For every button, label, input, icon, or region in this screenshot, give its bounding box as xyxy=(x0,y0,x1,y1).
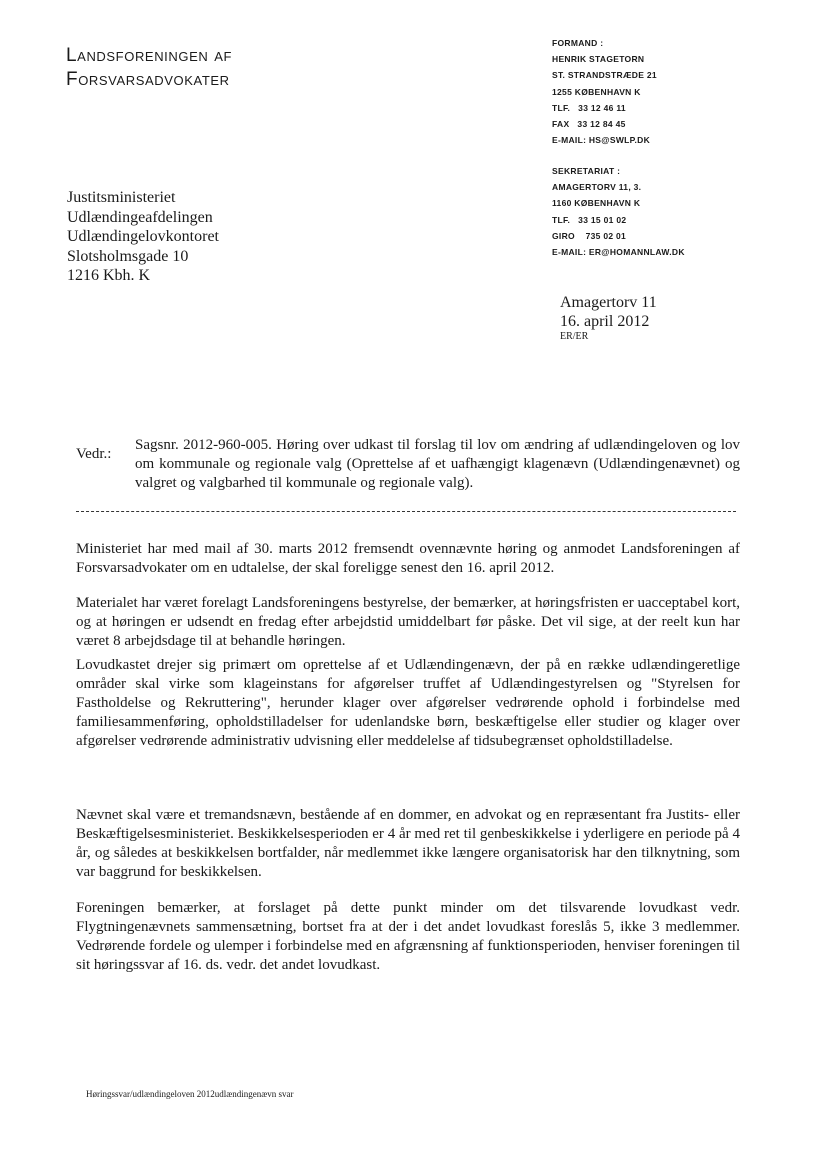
body-paragraph: Materialet har været forelagt Landsforeningens bestyrelse, der bemærker, at høringsfristen er uacceptabel kort, og at høringen er udsendt en fredag efter arbejdstid umiddelbart før påske. Det vil sige, at der reelt kun har været 8 arbejdsdage til at behandle høringen. xyxy=(76,595,740,649)
body-paragraph: Foreningen bemærker, at forslaget på dette punkt minder om det tilsvarende lovudkast vedr. Flygtningenævnets sammensætning, bortset fra at der i det andet lovudkast foreslås 5, ikke 3 medlemmer. Vedrørende fordele og ulemper i forbindelse med en afgrænsning af funktionsperioden, henviser foreningen til sit høringssvar af 16. ds. vedr. det andet lovudkast. xyxy=(76,900,740,973)
recipient-line: Justitsministeriet xyxy=(67,189,176,206)
chairman-street: ST. STRANDSTRÆDE 21 xyxy=(552,70,657,81)
recipient-line: Udlændingeafdelingen xyxy=(67,208,213,226)
organization-name-line2: Forsvarsadvokater xyxy=(66,69,230,90)
secretariat-giro: GIRO 735 02 01 xyxy=(552,230,627,241)
footer-filename: Høringssvar/udlændingeloven 2012udlændingenævn svar xyxy=(86,1089,294,1099)
chairman-email: E-MAIL: HS@SWLP.DK xyxy=(552,135,651,146)
body-paragraph: Nævnet skal være et tremandsnævn, bestående af en dommer, en advokat og en repræsentant fra Justits- eller Beskæftigelsesministeriet. Beskikkelsesperioden er 4 år med ret til genbeskikkelse i yderligere en periode på 4 år, og således at beskikkelsen bortfalder, når medlemmet ikke længere organisatorisk har den tilknytning, som var baggrund for beskikkelsen. xyxy=(76,807,740,880)
letter-place-date xyxy=(560,293,657,343)
subject-label: Vedr.: xyxy=(76,446,112,462)
body-paragraph: Lovudkastet drejer sig primært om oprettelse af et Udlændingenævn, der på en række udlændingeretlige områder skal virke som klageinstans for afgørelser truffet af Udlændingestyrelsen og "Styrelsen for Fastholdelse og Rekruttering", herunder klager over afgørelser vedrørende ophold i forbindelse med familiesammenføring, opholdstilladelser for udenlandske børn, beskæftigelse eller studier og klager over afgørelser vedrørende administrativ udvisning eller meddelelse af tidsubegrænset opholdstilladelse. xyxy=(76,657,740,749)
letter-place: Amagertorv 11 xyxy=(560,294,657,311)
organization-name-line1: Landsforeningen af xyxy=(66,45,233,66)
chairman-name: HENRIK STAGETORN xyxy=(552,54,645,65)
body-paragraph: Ministeriet har med mail af 30. marts 2012 fremsendt ovennævnte høring og anmodet Landsforeningen af Forsvarsadvokater om en udtalelse, der skal foreligge senest den 16. april 2012. xyxy=(76,541,740,576)
secretariat-heading: SEKRETARIAT : xyxy=(552,166,621,176)
chairman-phone: TLF. 33 12 46 11 xyxy=(552,102,626,113)
letter-initials: ER/ER xyxy=(560,331,589,342)
chairman-heading: FORMAND : xyxy=(552,38,604,48)
subject-divider xyxy=(76,511,736,512)
secretariat-street: AMAGERTORV 11, 3. xyxy=(552,182,642,193)
secretariat-phone: TLF. 33 15 01 02 xyxy=(552,214,627,225)
subject-text: Sagsnr. 2012-960-005. Høring over udkast til forslag til lov om ændring af udlændingeloven og lov om kommunale og regionale valg (Oprettelse af et uafhængigt klagenævn (Udlændingenævnet) og valgret og valgbarhed til kommunale og regionale valg). xyxy=(135,437,740,491)
recipient-line: Udlændingelovkontoret xyxy=(67,228,219,245)
chairman-fax: FAX 33 12 84 45 xyxy=(552,119,626,130)
chairman-city: 1255 KØBENHAVN K xyxy=(552,86,641,97)
recipient-address xyxy=(67,188,219,286)
letter-date: 16. april 2012 xyxy=(560,313,650,330)
recipient-line: 1216 Kbh. K xyxy=(67,267,151,284)
secretariat-contact-block xyxy=(552,163,685,260)
chairman-contact-block xyxy=(552,35,657,148)
secretariat-city: 1160 KØBENHAVN K xyxy=(552,198,641,209)
recipient-line: Slotsholmsgade 10 xyxy=(67,247,189,265)
secretariat-email: E-MAIL: ER@HOMANNLAW.DK xyxy=(552,247,685,258)
organization-name xyxy=(66,44,232,92)
